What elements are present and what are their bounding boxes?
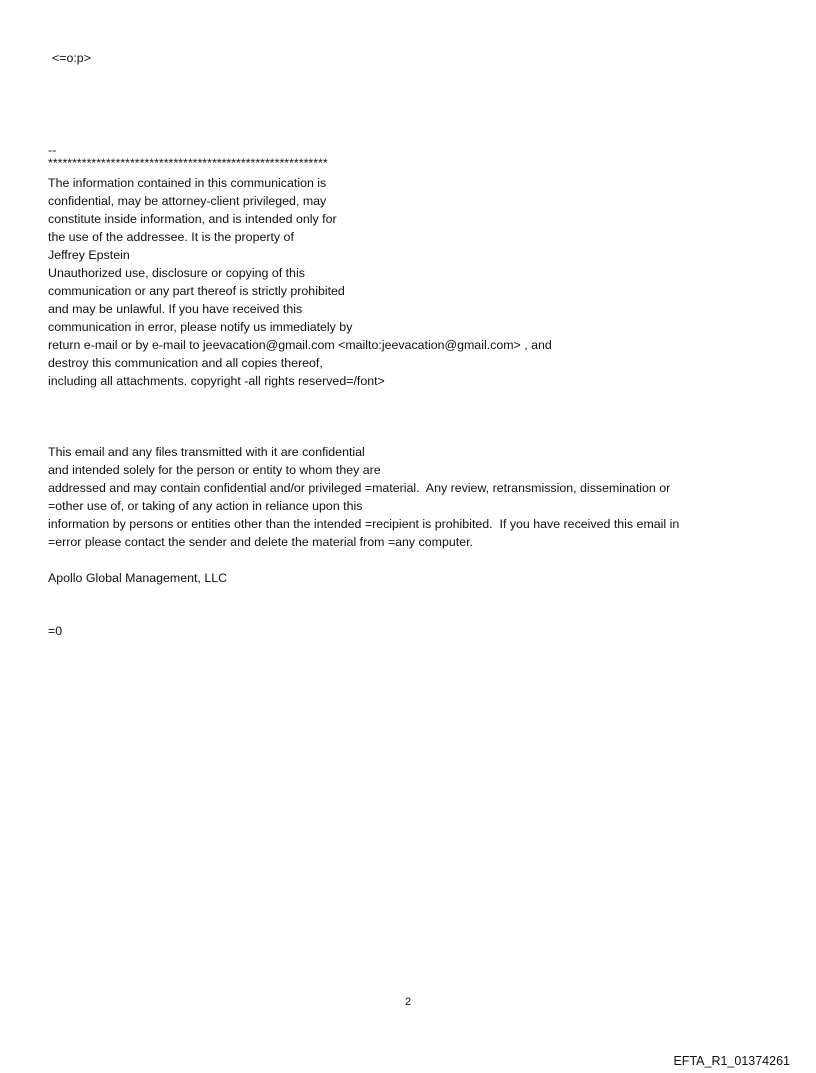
disclaimer-line: communication or any part thereof is strictly prohibited	[48, 284, 345, 298]
disclaimer-line: including all attachments. copyright -all rights reserved=/font>	[48, 374, 385, 388]
confidentiality-line: addressed and may contain confidential and/or privileged =material. Any review, retransmission, dissemination or	[48, 481, 671, 495]
header-tag: <=o:p>	[52, 51, 91, 65]
confidentiality-line: information by persons or entities other than the intended =recipient is prohibited. If you have received this email in	[48, 517, 680, 531]
confidentiality-line: and intended solely for the person or entity to whom they are	[48, 463, 381, 477]
disclaimer-line: the use of the addressee. It is the property of	[48, 230, 294, 244]
disclaimer-line: destroy this communication and all copies thereof,	[48, 356, 323, 370]
page-number: 2	[404, 996, 412, 1008]
confidentiality-line: =other use of, or taking of any action in reliance upon this	[48, 499, 363, 513]
disclaimer-line: and may be unlawful. If you have received this	[48, 302, 303, 316]
disclaimer-line: The information contained in this communication is	[48, 176, 327, 190]
company-name: Apollo Global Management, LLC	[48, 571, 228, 585]
confidentiality-line: =error please contact the sender and delete the material from =any computer.	[48, 535, 473, 549]
disclaimer-line: communication in error, please notify us immediately by	[48, 320, 353, 334]
confidentiality-line: This email and any files transmitted with it are confidential	[48, 445, 365, 459]
disclaimer-stars: **********************************************************	[48, 156, 328, 170]
disclaimer-line: confidential, may be attorney-client privileged, may	[48, 194, 327, 208]
disclaimer-line: return e-mail or by e-mail to jeevacation@gmail.com <mailto:jeevacation@gmail.com> , and	[48, 338, 552, 352]
disclaimer-dashes: --	[48, 143, 57, 157]
disclaimer-line: Jeffrey Epstein	[48, 248, 130, 262]
disclaimer-line: constitute inside information, and is intended only for	[48, 212, 337, 226]
trailer-text: =0	[48, 624, 63, 638]
disclaimer-line: Unauthorized use, disclosure or copying of this	[48, 266, 305, 280]
document-id: EFTA_R1_01374261	[673, 1054, 790, 1068]
